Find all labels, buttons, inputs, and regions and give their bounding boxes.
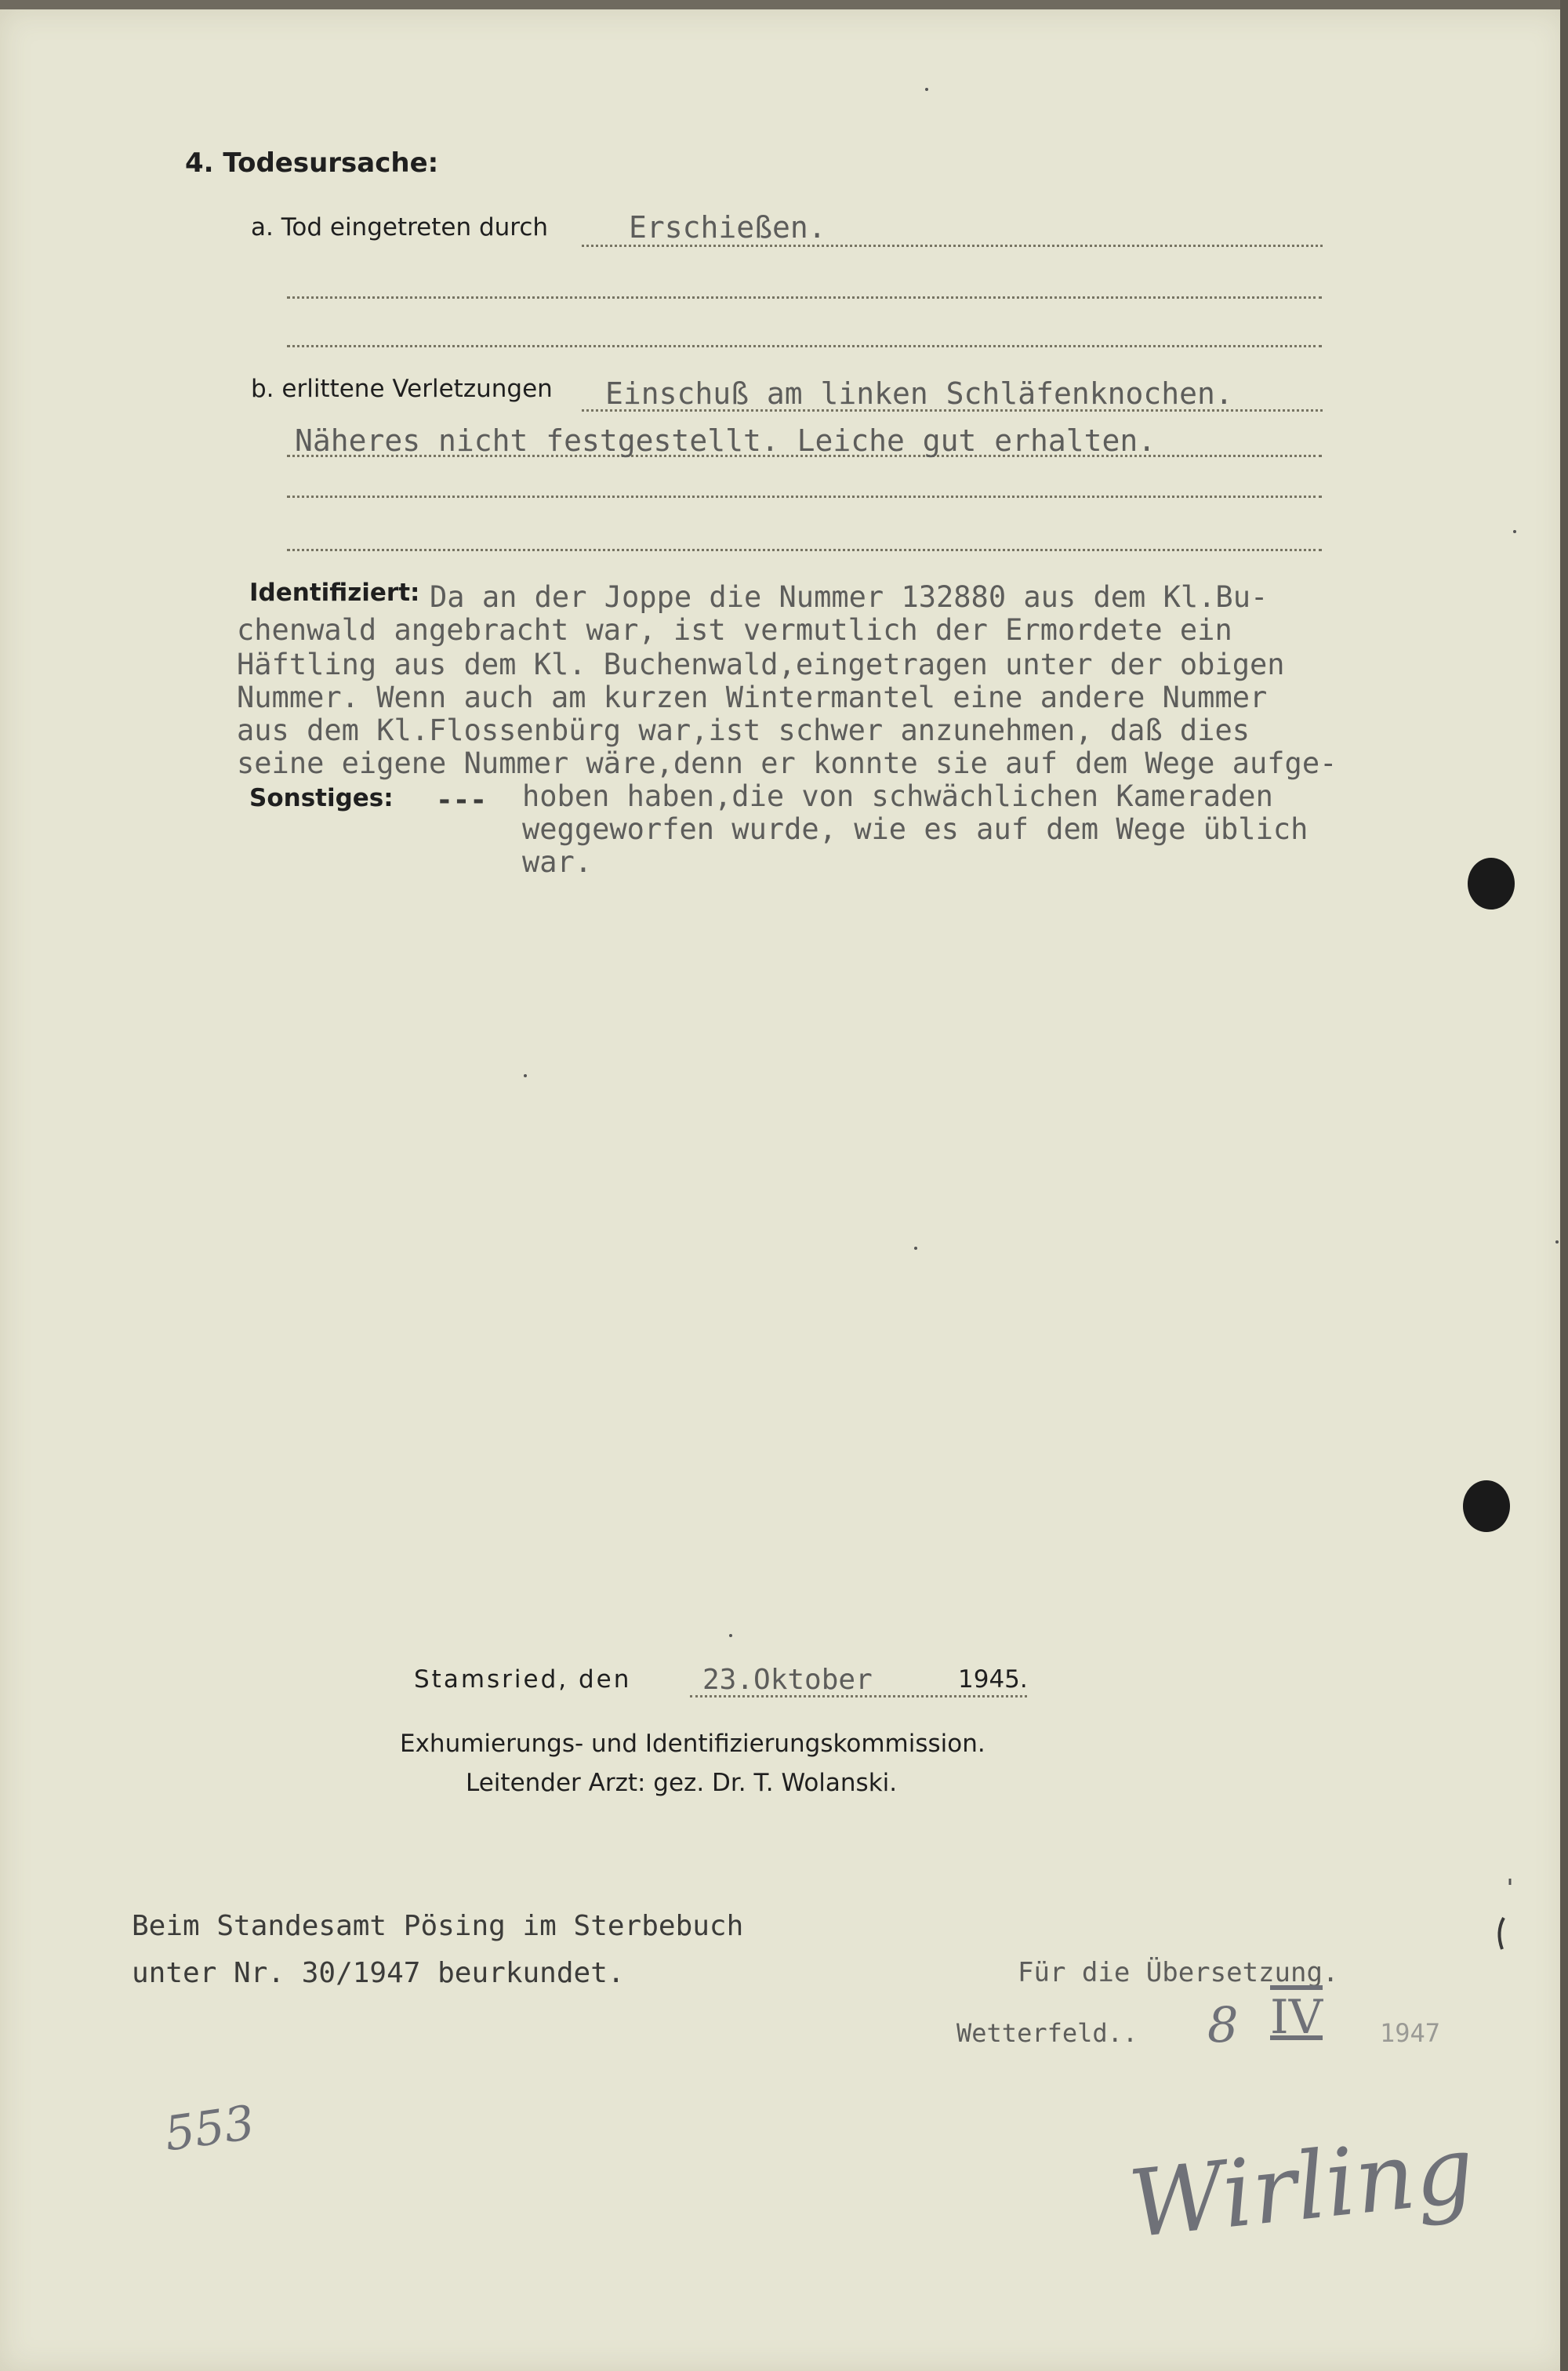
paper-speck <box>914 1247 917 1250</box>
other-label: Sonstiges: <box>249 784 394 812</box>
page-edge-shadow <box>1560 0 1568 2371</box>
paper-speck <box>524 1074 527 1077</box>
blank-dotted-line <box>287 549 1322 551</box>
identification-line: seine eigene Nummer wäre,denn er konnte sie auf dem Wege aufge- <box>237 746 1338 780</box>
injuries-label: b. erlittene Verletzungen <box>251 375 553 403</box>
punch-hole <box>1468 858 1515 910</box>
physician-name: Leitender Arzt: gez. Dr. T. Wolanski. <box>466 1769 898 1797</box>
page-number: 553 <box>161 2095 258 2162</box>
paper-speck <box>729 1634 732 1637</box>
cause-label: a. Tod eingetreten durch <box>251 213 549 241</box>
identified-label: Identifiziert: <box>249 579 420 607</box>
translation-note: Für die Übersetzung. <box>1018 1957 1339 1988</box>
document-page <box>0 9 1566 2371</box>
blank-dotted-line <box>287 345 1322 347</box>
registry-line2: unter Nr. 30/1947 beurkundet. <box>132 1957 625 1989</box>
blank-dotted-line <box>287 496 1322 498</box>
identification-line: aus dem Kl.Flossenbürg war,ist schwer anzunehmen, daß dies <box>237 713 1250 747</box>
paper-speck <box>925 88 928 91</box>
identification-line: Da an der Joppe die Nummer 132880 aus dem Kl.Bu- <box>430 580 1269 614</box>
translation-place: Wetterfeld.. <box>956 2018 1138 2048</box>
translation-month: IV <box>1270 1990 1323 2045</box>
footer-date: 23.Oktober <box>702 1664 873 1696</box>
identification-line: weggeworfen wurde, wie es auf dem Wege üblich <box>522 812 1308 846</box>
translation-year: 1947 <box>1380 2018 1441 2048</box>
margin-mark <box>1490 1871 1521 1965</box>
footer-year: 1945. <box>958 1665 1028 1694</box>
other-value: --- <box>436 784 488 816</box>
footer-place: Stamsried, den <box>414 1665 632 1694</box>
punch-hole <box>1463 1480 1510 1532</box>
identification-line: Nummer. Wenn auch am kurzen Wintermantel eine andere Nummer <box>237 681 1268 714</box>
handwritten-signature: Wirling <box>1123 2115 1479 2259</box>
translation-day: 8 <box>1207 1996 1239 2053</box>
paper-speck <box>1513 530 1516 533</box>
identification-line: chenwald angebracht war, ist vermutlich der Ermordete ein <box>237 613 1232 647</box>
identification-line: Häftling aus dem Kl. Buchenwald,eingetragen unter der obigen <box>237 648 1285 681</box>
commission-name: Exhumierungs- und Identifizierungskommission. <box>400 1730 985 1758</box>
cause-dotted-line <box>582 245 1323 247</box>
injuries-value-line2: Näheres nicht festgestellt. Leiche gut erhalten. <box>295 423 1156 458</box>
injuries-value-line1: Einschuß am linken Schläfenknochen. <box>605 376 1233 411</box>
cause-value: Erschießen. <box>629 210 826 245</box>
identification-line: hoben haben,die von schwächlichen Kameraden <box>522 779 1273 813</box>
section-heading: 4. Todesursache: <box>185 147 439 179</box>
registry-line1: Beim Standesamt Pösing im Sterbebuch <box>132 1910 744 1942</box>
identification-line: war. <box>522 845 593 879</box>
blank-dotted-line <box>287 296 1322 299</box>
paper-speck <box>1555 1240 1559 1244</box>
